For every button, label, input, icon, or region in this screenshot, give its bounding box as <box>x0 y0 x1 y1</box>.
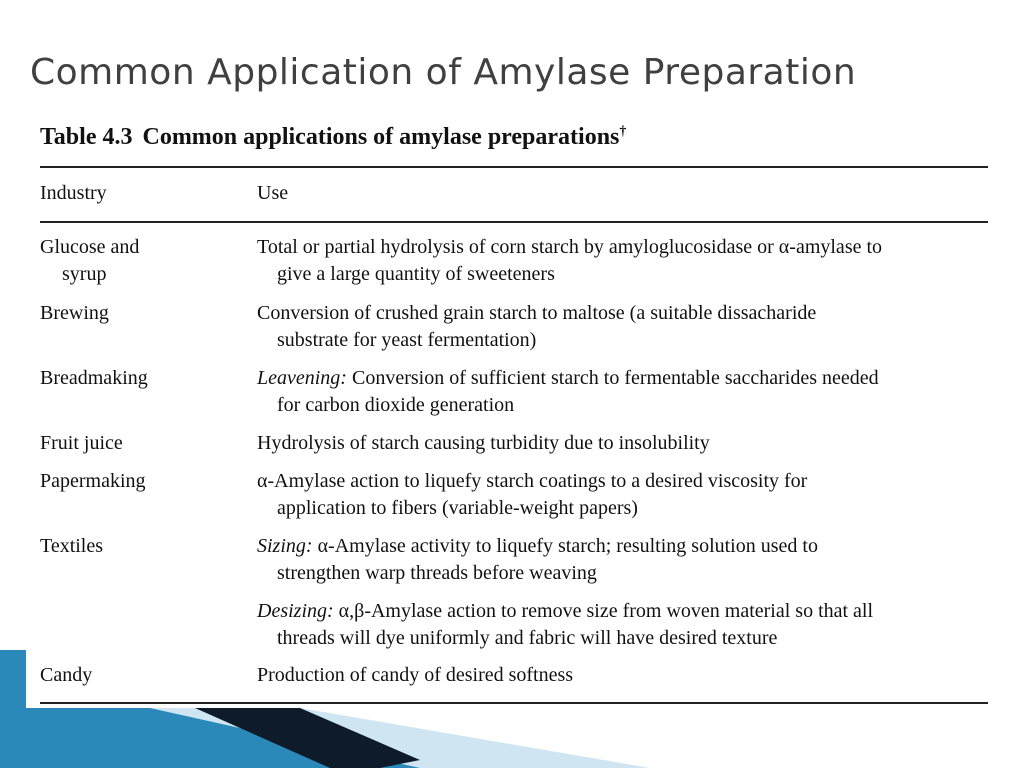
use-line: Hydrolysis of starch causing turbidity due to insolubility <box>257 432 710 454</box>
industry-line: Papermaking <box>40 470 146 492</box>
industry-line: Brewing <box>40 302 109 324</box>
use-line: threads will dye uniformly and fabric will have desired texture <box>277 627 778 649</box>
header-industry: Industry <box>40 182 107 204</box>
use-line: substrate for yeast fermentation) <box>277 329 537 351</box>
use-line: application to fibers (variable-weight papers) <box>277 497 638 519</box>
table-number: Table 4.3 <box>40 124 133 150</box>
industry-line: Textiles <box>40 535 104 557</box>
slide-title: Common Application of Amylase Preparation <box>30 52 857 93</box>
use-label: Leavening: <box>257 367 347 389</box>
use-line: α-Amylase activity to liquefy starch; resulting solution used to <box>317 535 818 557</box>
table-title: Common applications of amylase preparations <box>142 124 620 150</box>
use-line: give a large quantity of sweeteners <box>277 263 555 285</box>
use-line: strengthen warp threads before weaving <box>277 562 597 584</box>
use-label: Desizing: <box>257 600 334 622</box>
dagger-mark: † <box>619 124 627 139</box>
industry-line: Candy <box>40 664 93 686</box>
use-line: Conversion of sufficient starch to fermentable saccharides needed <box>351 367 879 389</box>
industry-line: Breadmaking <box>40 367 148 389</box>
industry-line: Glucose and <box>40 236 140 258</box>
use-line: for carbon dioxide generation <box>277 394 515 416</box>
use-line: Conversion of crushed grain starch to maltose (a suitable dissacharide <box>257 302 817 324</box>
use-line: α-Amylase action to liquefy starch coatings to a desired viscosity for <box>257 470 808 492</box>
use-label: Sizing: <box>257 535 313 557</box>
use-line: Total or partial hydrolysis of corn starch by amyloglucosidase or α-amylase to <box>257 236 883 258</box>
industry-line: Fruit juice <box>40 432 123 454</box>
use-line: Production of candy of desired softness <box>257 664 574 686</box>
industry-line: syrup <box>62 263 107 285</box>
header-use: Use <box>257 182 289 204</box>
use-line: α,β-Amylase action to remove size from woven material so that all <box>338 600 874 622</box>
